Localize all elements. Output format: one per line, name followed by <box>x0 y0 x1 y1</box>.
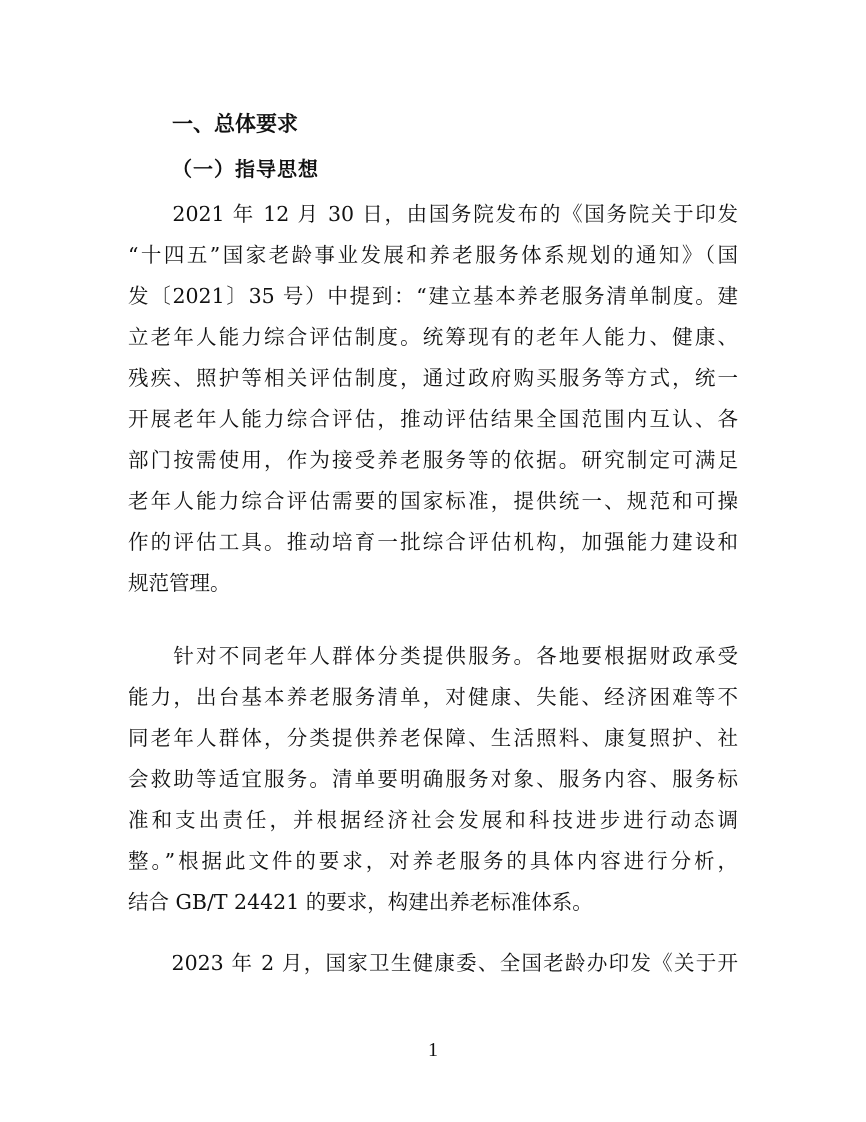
paragraph-2 <box>128 636 738 923</box>
paragraph-1 <box>128 194 738 604</box>
text-line: 老年人能力综合评估需要的国家标准，提供统一、规范和可操 <box>128 489 738 513</box>
page-number: 1 <box>428 1039 438 1061</box>
text-line: 结合 GB/T 24421 的要求，构建出养老标准体系。 <box>128 890 593 914</box>
text-line: 发〔2021〕35 号）中提到：“建立基本养老服务清单制度。建 <box>128 284 738 308</box>
paragraph-3 <box>128 943 738 984</box>
text-line: 整。”根据此文件的要求，对养老服务的具体内容进行分析， <box>128 849 738 873</box>
text-line: 针对不同老年人群体分类提供服务。各地要根据财政承受 <box>128 644 738 668</box>
text-line: 作的评估工具。推动培育一批综合评估机构，加强能力建设和 <box>128 530 738 554</box>
section-heading: 一、总体要求 <box>172 112 298 136</box>
text-line: 2021 年 12 月 30 日，由国务院发布的《国务院关于印发 <box>128 202 738 226</box>
subsection-heading: （一）指导思想 <box>172 157 319 181</box>
text-line: 会救助等适宜服务。清单要明确服务对象、服务内容、服务标 <box>128 767 738 791</box>
text-line: 能力，出台基本养老服务清单，对健康、失能、经济困难等不 <box>128 685 738 709</box>
text-line: “十四五”国家老龄事业发展和养老服务体系规划的通知》（国 <box>128 243 738 267</box>
text-line: 部门按需使用，作为接受养老服务等的依据。研究制定可满足 <box>128 448 738 472</box>
text-line: 规范管理。 <box>128 571 231 595</box>
text-line: 2023 年 2 月，国家卫生健康委、全国老龄办印发《关于开 <box>128 951 738 975</box>
text-line: 同老年人群体，分类提供养老保障、生活照料、康复照护、社 <box>128 726 738 750</box>
text-line: 残疾、照护等相关评估制度，通过政府购买服务等方式，统一 <box>128 366 738 390</box>
text-line: 立老年人能力综合评估制度。统筹现有的老年人能力、健康、 <box>128 325 738 349</box>
text-line: 开展老年人能力综合评估，推动评估结果全国范围内互认、各 <box>128 407 738 431</box>
text-line: 准和支出责任，并根据经济社会发展和科技进步进行动态调 <box>128 808 738 832</box>
